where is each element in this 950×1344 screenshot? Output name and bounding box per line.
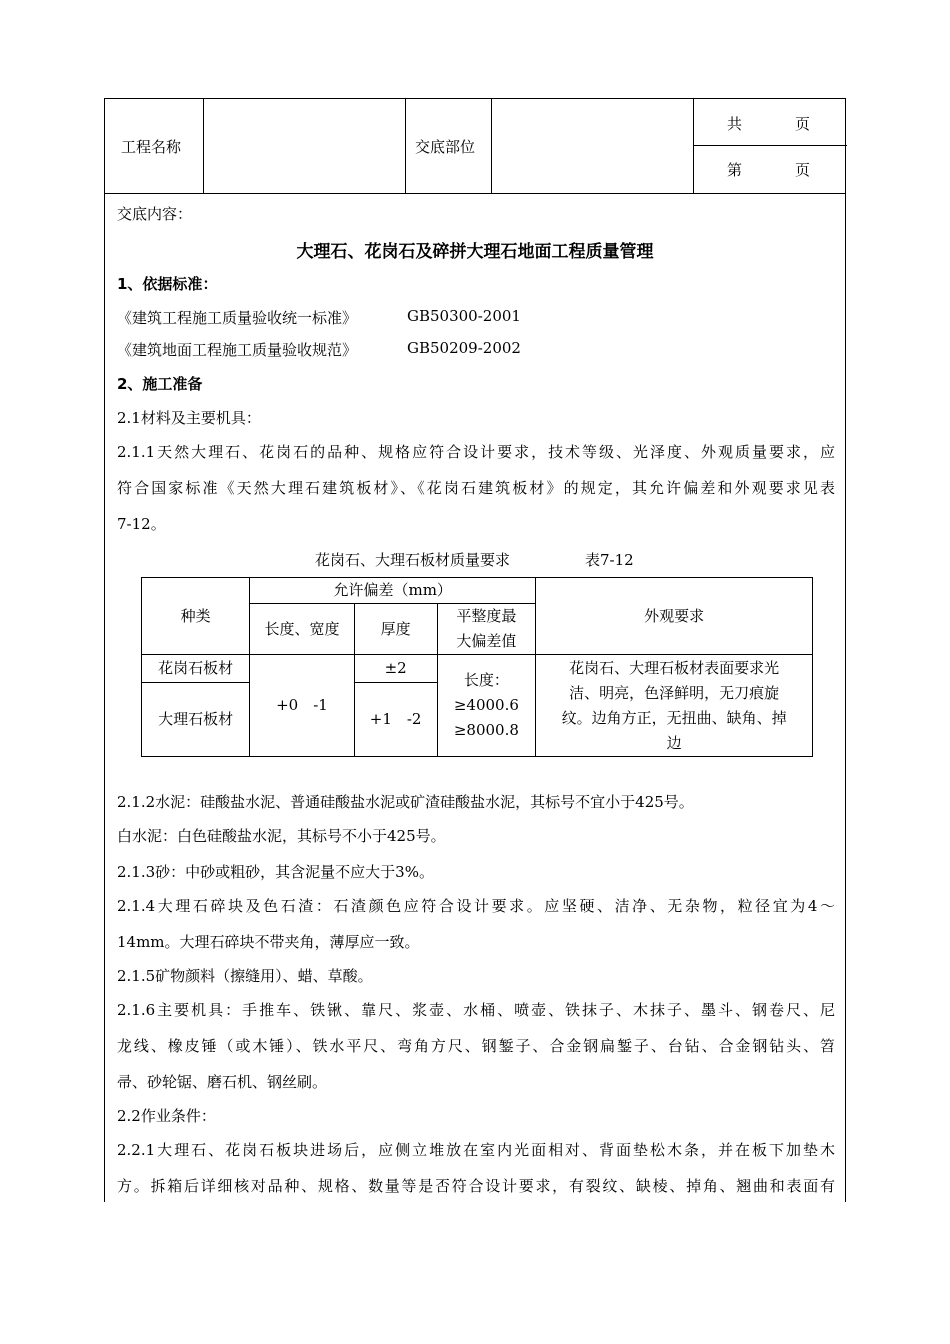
- total-pages-unit: 页: [795, 115, 811, 133]
- disclosure-form: [104, 98, 846, 1202]
- paragraph-2-1-1-line: 7-12。: [117, 515, 166, 533]
- header-divider: [203, 99, 204, 193]
- location-label: 交底部位: [415, 138, 476, 156]
- quality-requirements-table: [141, 577, 813, 757]
- table-row-granite-kind: 花岗石板材: [142, 655, 250, 683]
- intro-label: 交底内容：: [117, 205, 193, 223]
- paragraph-2-1-3: 2.1.3砂：中砂或粗砂，其含泥量不应大于3%。: [117, 863, 434, 881]
- paragraph-2-1-2-line: 白水泥：白色硅酸盐水泥，其标号不小于425号。: [117, 827, 446, 845]
- header-divider: [491, 99, 492, 193]
- standard-2-name: 《建筑地面工程施工质量验收规范》: [117, 341, 358, 359]
- table-flatness-value: 长度： ≥4000.6 ≥8000.8: [437, 655, 536, 757]
- table-row-marble-kind: 大理石板材: [142, 683, 250, 757]
- standard-1-name: 《建筑工程施工质量验收统一标准》: [117, 309, 358, 327]
- section-2-2: 2.2作业条件：: [117, 1107, 216, 1125]
- table-header-flatness: 平整度最 大偏差值: [437, 604, 536, 655]
- paragraph-2-1-1-line: 2.1.1天然大理石、花岗石的品种、规格应符合设计要求，技术等级、光泽度、外观质量要求，应: [117, 443, 835, 461]
- paragraph-2-1-5: 2.1.5矿物颜料（擦缝用）、蜡、草酸。: [117, 967, 373, 985]
- section-2-heading: 2、施工准备: [117, 375, 203, 393]
- paragraph-2-1-1-line: 符合国家标准《天然大理石建筑板材》、《花岗石建筑板材》的规定，其允许偏差和外观要求见表: [117, 479, 835, 497]
- paragraph-2-1-2-line: 2.1.2水泥：硅酸盐水泥、普通硅酸盐水泥或矿渣硅酸盐水泥，其标号不宜小于425号。: [117, 793, 694, 811]
- table-header-tolerance: 允许偏差（mm）: [250, 578, 536, 604]
- table-length-width-value: +0 -1: [250, 655, 355, 757]
- paragraph-2-2-1-line: 方。拆箱后详细核对品种、规格、数量等是否符合设计要求，有裂纹、缺棱、掉角、翘曲和表面有: [117, 1177, 835, 1195]
- table-header-length-width: 长度、宽度: [250, 604, 355, 655]
- table-header-kind: 种类: [142, 578, 250, 655]
- paragraph-2-1-4-line: 14mm。大理石碎块不带夹角，薄厚应一致。: [117, 933, 420, 951]
- section-1-heading: 1、依据标准：: [117, 275, 218, 293]
- project-name-label: 工程名称: [121, 138, 182, 156]
- form-header: [105, 99, 845, 194]
- header-divider: [693, 99, 694, 193]
- table-caption: 花岗石、大理石板材质量要求: [315, 551, 511, 569]
- table-number: 表7-12: [585, 551, 634, 569]
- paragraph-2-1-6-line: 2.1.6主要机具：手推车、铁锹、靠尺、浆壶、水桶、喷壶、铁抹子、木抹子、墨斗、钢卷尺、尼: [117, 1001, 835, 1019]
- header-divider: [405, 99, 406, 193]
- table-header-thickness: 厚度: [354, 604, 437, 655]
- header-divider: [693, 145, 847, 146]
- table-granite-thickness: ±2: [354, 655, 437, 683]
- paragraph-2-1-4-line: 2.1.4大理石碎块及色石渣：石渣颜色应符合设计要求。应坚硬、洁净、无杂物，粒径宜为4～: [117, 897, 835, 915]
- total-pages-label: 共: [727, 115, 743, 133]
- paragraph-2-1-6-line: 帚、砂轮锯、磨石机、钢丝刷。: [117, 1073, 328, 1091]
- page-number-unit: 页: [795, 161, 811, 179]
- page-number-label: 第: [727, 161, 743, 179]
- section-2-1: 2.1材料及主要机具：: [117, 409, 261, 427]
- paragraph-2-2-1-line: 2.2.1大理石、花岗石板块进场后，应侧立堆放在室内光面相对、背面垫松木条，并在板下加垫木: [117, 1141, 835, 1159]
- document-title: 大理石、花岗石及碎拼大理石地面工程质量管理: [296, 242, 654, 262]
- table-marble-thickness: +1 -2: [354, 683, 437, 757]
- table-header-appearance: 外观要求: [536, 578, 813, 655]
- table-appearance-value: 花岗石、大理石板材表面要求光 洁、明亮，色泽鲜明，无刀痕旋 纹。边角方正，无扭曲、缺角、掉 边: [536, 655, 813, 757]
- paragraph-2-1-6-line: 龙线、橡皮锤（或木锤）、铁水平尺、弯角方尺、钢錾子、合金钢扁錾子、台钻、合金钢钻头、笤: [117, 1037, 835, 1055]
- standard-1-code: GB50300-2001: [407, 307, 521, 325]
- standard-2-code: GB50209-2002: [407, 339, 521, 357]
